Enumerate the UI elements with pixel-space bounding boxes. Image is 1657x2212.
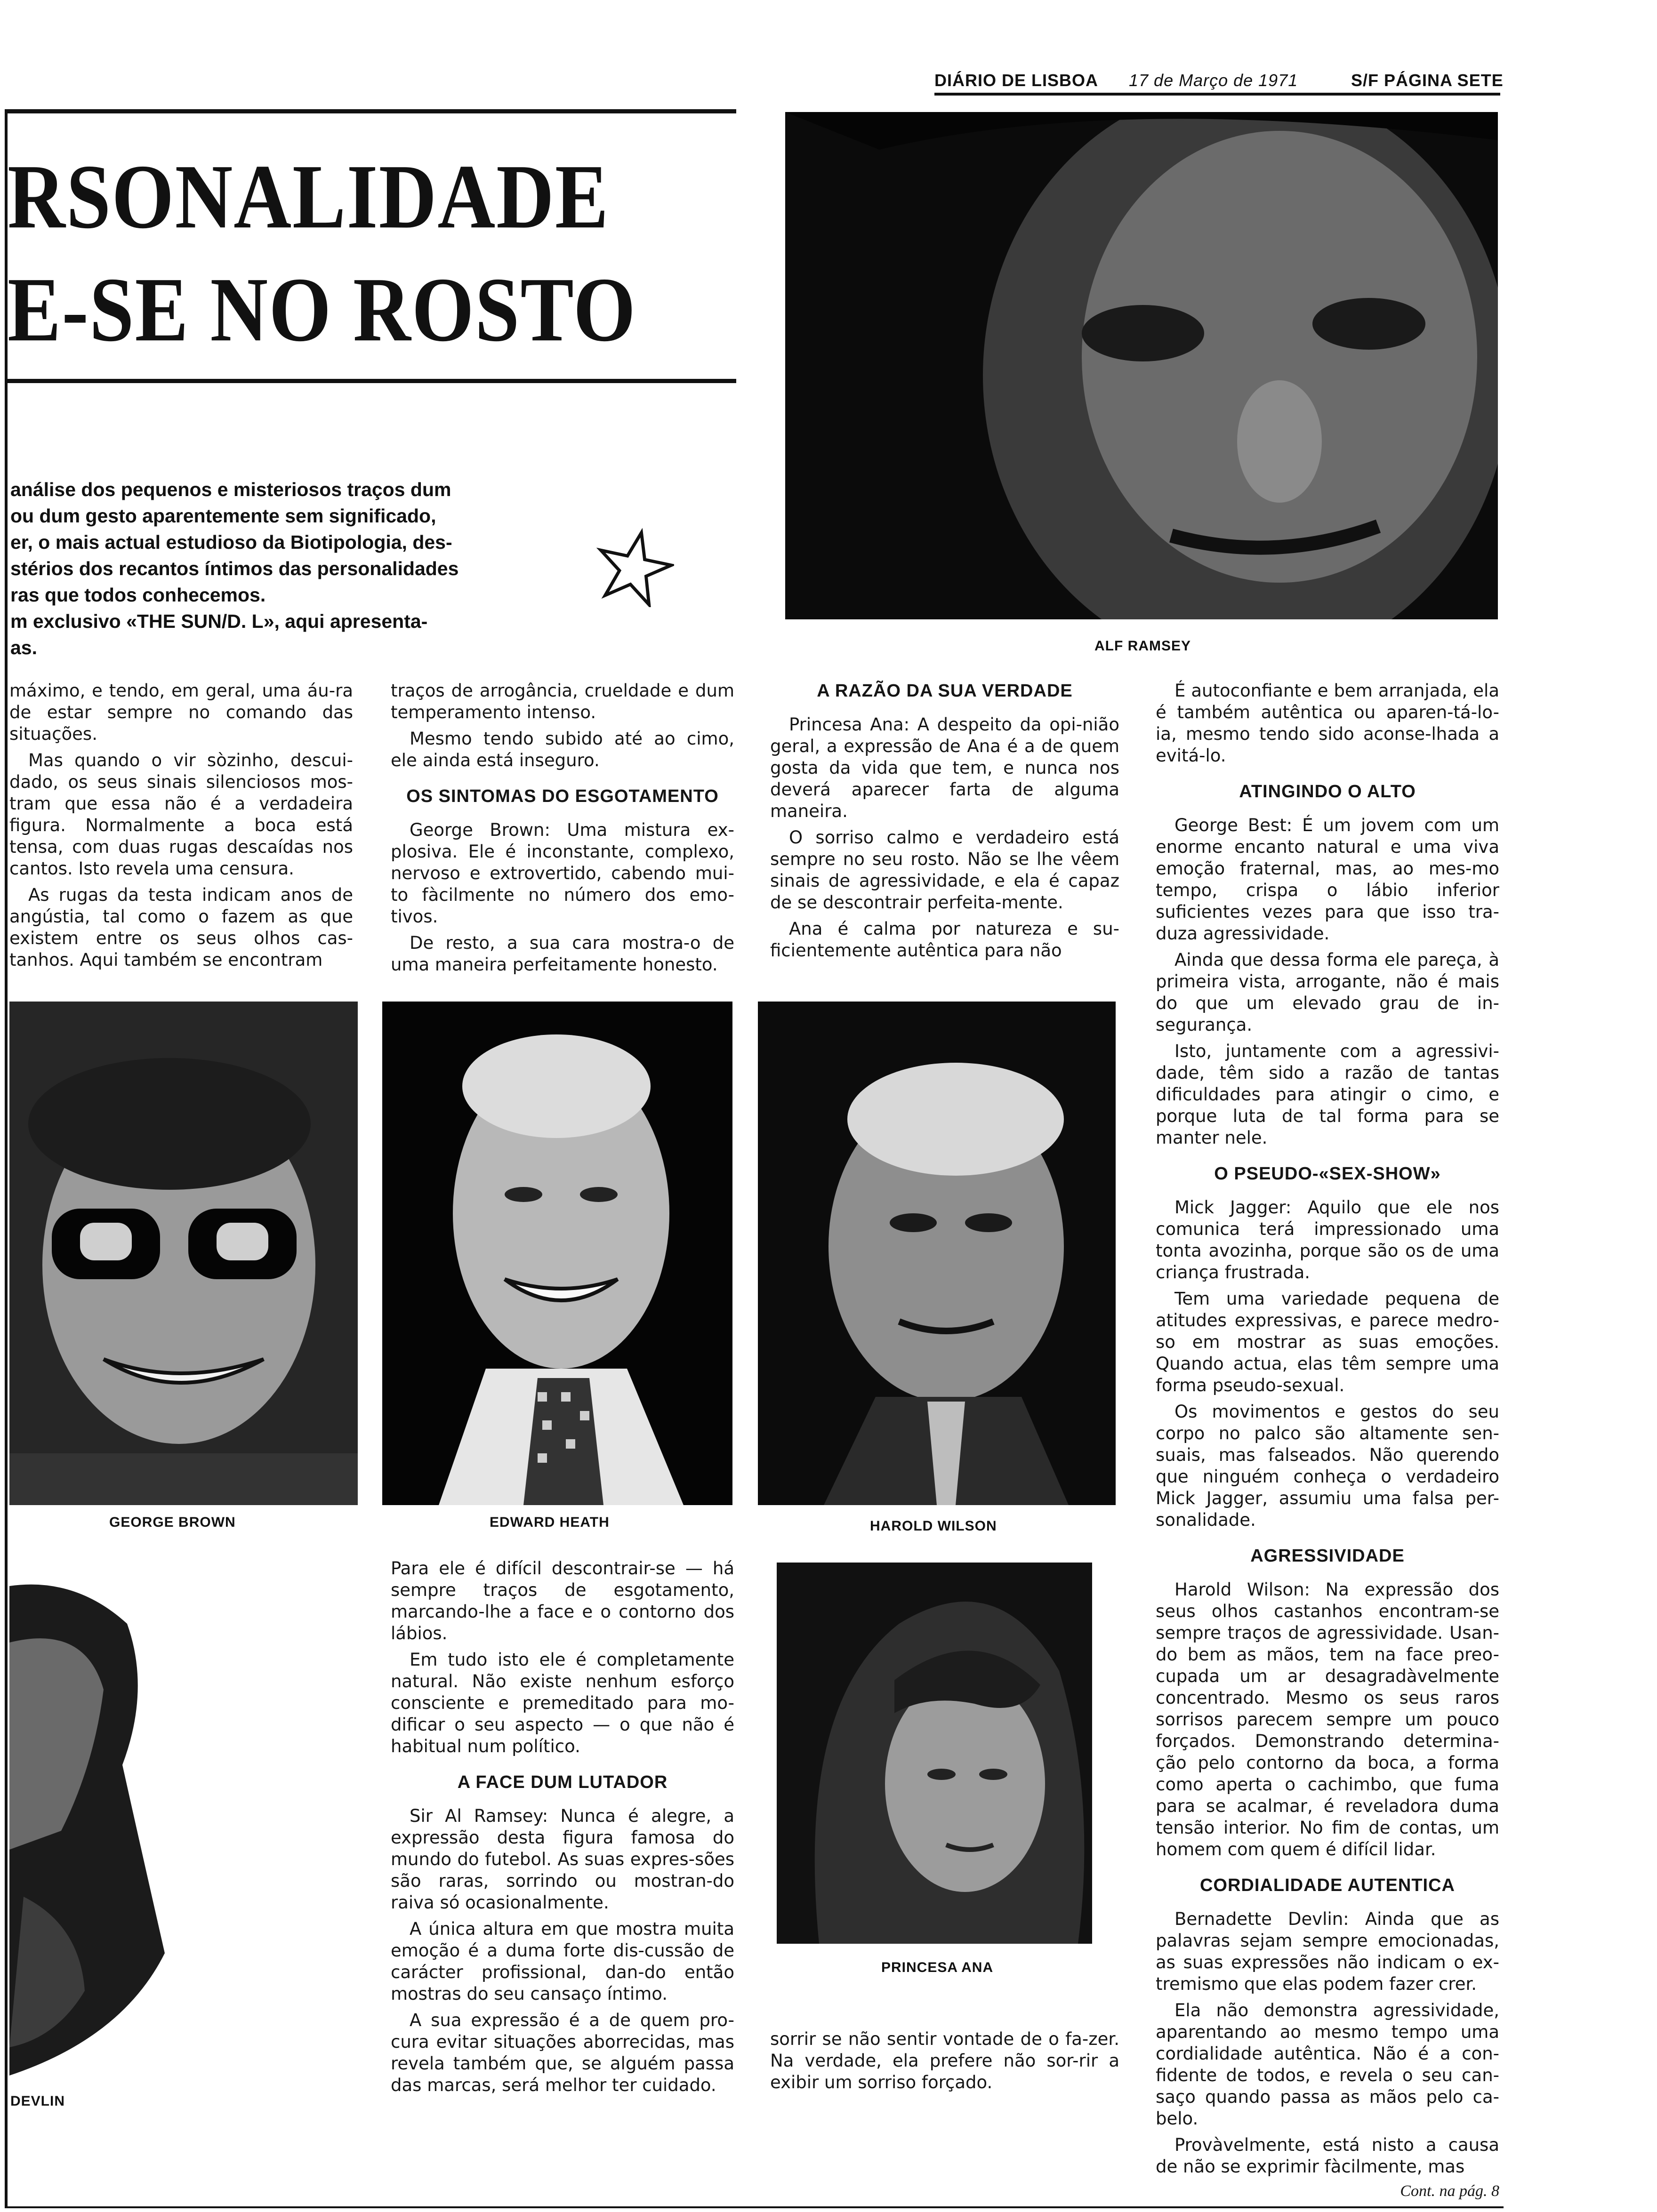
paragraph: sorrir se não sentir vontade de o fa-zer. Na verdade, ela prefere não sor-rir a exibir um sorriso forçado. xyxy=(770,2029,1119,2092)
george-brown-photo xyxy=(9,1002,358,1505)
headline-line-1: RSONALIDADE xyxy=(8,145,610,248)
article-column-3 xyxy=(770,680,1119,962)
lead-line: as. xyxy=(10,637,37,658)
lead-line: m exclusivo «THE SUN/D. L», aqui apresenta- xyxy=(10,610,428,632)
section-heading: AGRESSIVIDADE xyxy=(1250,1546,1405,1566)
caption-alf-ramsey: ALF RAMSEY xyxy=(1094,638,1191,654)
paragraph: É autoconfiante e bem arranjada, ela é também autêntica ou aparen-tá-lo-ia, mesmo tendo sido aconse-lhada a evitá-lo. xyxy=(1156,681,1499,766)
lead-line: ou dum gesto aparentemente sem significado, xyxy=(10,505,436,527)
section-heading: ATINGINDO O ALTO xyxy=(1239,782,1416,801)
article-column-1 xyxy=(9,680,353,971)
issue-date: 17 de Março de 1971 xyxy=(1129,71,1298,90)
caption-princesa-ana: PRINCESA ANA xyxy=(881,1960,994,1975)
caption-edward-heath: EDWARD HEATH xyxy=(490,1515,610,1530)
harold-wilson-photo xyxy=(758,1002,1116,1505)
star-icon xyxy=(594,527,674,607)
lead-line: análise dos pequenos e misteriosos traços dum xyxy=(10,479,451,500)
page-label: S/F PÁGINA SETE xyxy=(1351,71,1504,90)
lead-line: stérios dos recantos íntimos das personalidades xyxy=(10,558,459,579)
bernadette-devlin-photo xyxy=(9,1567,358,2076)
article-column-4 xyxy=(1156,680,1499,2202)
paragraph: Para ele é difícil descontrair-se — há sempre traços de esgotamento, marcando-lhe a face e o contorno dos lábios. xyxy=(391,1558,734,1643)
paragraph: máximo, e tendo, em geral, uma áu-ra de estar sempre no comando das situações. xyxy=(9,681,353,744)
paragraph: Em tudo isto ele é completamente natural. Não existe nenhum esforço consciente e premeditado para mo-dificar o seu aspecto — o que não é habitual num político. xyxy=(391,1650,734,1756)
section-heading: A FACE DUM LUTADOR xyxy=(457,1772,668,1792)
paragraph: O sorriso calmo e verdadeiro está sempre no seu rosto. Não se lhe vêem sinais de agressividade, e ela é capaz de se descontrair perfeita-mente. xyxy=(770,827,1119,913)
alf-ramsey-photo xyxy=(785,112,1498,619)
princesa-ana-photo xyxy=(777,1563,1092,1944)
paragraph: Ana é calma por natureza e su-ficientemente autêntica para não xyxy=(770,919,1119,961)
masthead-rule xyxy=(934,93,1500,96)
article-column-2-continued xyxy=(391,1558,734,2096)
paragraph: Harold Wilson: Na expressão dos seus olhos castanhos encontram-se sempre traços de agressividade. Usan-do bem as mãos, tem na face preo-cupada um ar desagradàvelmente concentrado. Mesmo os seus raros sorrisos parecem sempre um pouco forçados. Demonstrando determina-ção pelo contorno da boca, a forma como aperta o cachimbo, que fuma para se acalmar, é reveladora duma tensão interior. No fim de contas, um homem com quem é difícil lidar. xyxy=(1156,1579,1499,1859)
paragraph: George Best: É um jovem com um enorme encanto natural e uma viva emoção fraternal, mas, ao mes-mo tempo, crispa o lábio inferior suficientes vezes para que isso tra-duza agressividade. xyxy=(1156,815,1499,944)
caption-george-brown: GEORGE BROWN xyxy=(109,1515,236,1530)
lead-paragraph xyxy=(10,476,575,661)
page-bottom-rule xyxy=(7,2206,1504,2208)
caption-devlin: DEVLIN xyxy=(10,2093,65,2109)
article-column-2 xyxy=(391,680,734,976)
paragraph: Tem uma variedade pequena de atitudes expressivas, e parece medro-so em mostrar as suas emoções. Quando actua, elas têm sempre uma forma pseudo-sexual. xyxy=(1156,1289,1499,1395)
headline-line-2: E-SE NO ROSTO xyxy=(8,258,637,361)
continuation-note: Cont. na pág. 8 xyxy=(1400,2182,1499,2200)
section-heading: A RAZÃO DA SUA VERDADE xyxy=(817,681,1073,701)
newspaper-name: DIÁRIO DE LISBOA xyxy=(934,71,1099,90)
caption-harold-wilson: HAROLD WILSON xyxy=(870,1518,997,1534)
paragraph: Isto, juntamente com a agressivi-dade, têm sido a razão de tantas dificuldades para atingir o cimo, e porque luta de tal forma para se manter nele. xyxy=(1156,1041,1499,1148)
left-margin-rule xyxy=(5,109,8,2208)
paragraph: Os movimentos e gestos do seu corpo no palco são altamente sen-suais, mas falseados. Não querendo que ninguém conheça o verdadeiro Mick Jagger, assumiu uma falsa per-sonalidade. xyxy=(1156,1402,1499,1530)
paragraph: De resto, a sua cara mostra-o de uma maneira perfeitamente honesto. xyxy=(391,933,734,975)
paragraph: George Brown: Uma mistura ex-plosiva. Ele é inconstante, complexo, nervoso e extrovertido, cabendo mui-to fàcilmente no número dos emo-tivos. xyxy=(391,820,734,927)
paragraph: Bernadette Devlin: Ainda que as palavras sejam sempre emocionadas, as suas expressões não indicam o ex-tremismo que elas podem fazer crer. xyxy=(1156,1909,1499,1994)
paragraph: As rugas da testa indicam anos de angústia, tal como o fazem as que existem entre os seus olhos cas-tanhos. Aqui também se encontram xyxy=(9,885,353,970)
paragraph: Ela não demonstra agressividade, aparentando ao mesmo tempo uma cordialidade autêntica. Não é a con-fidente de todos, e revela o seu can-saço quando passa as mãos pelo ca-belo. xyxy=(1156,2000,1499,2129)
paragraph: Princesa Ana: A despeito da opi-nião geral, a expressão de Ana é a de quem gosta da vida que tem, e nunca nos deverá aparecer farta de alguma maneira. xyxy=(770,714,1119,821)
lead-line: ras que todos conhecemos. xyxy=(10,584,266,606)
section-heading: OS SINTOMAS DO ESGOTAMENTO xyxy=(406,786,719,806)
edward-heath-photo xyxy=(382,1002,732,1505)
paragraph: Provàvelmente, está nisto a causa de não se exprimir fàcilmente, mas xyxy=(1156,2135,1499,2177)
paragraph: A sua expressão é a de quem pro-cura evitar situações aborrecidas, mas revela também que, se alguém passa das marcas, será melhor ter cuidado. xyxy=(391,2010,734,2095)
paragraph: Ainda que dessa forma ele pareça, à primeira vista, arrogante, não é mais do que um elevado grau de in-segurança. xyxy=(1156,950,1499,1035)
headline-bottom-rule xyxy=(7,379,736,383)
paragraph: traços de arrogância, crueldade e dum temperamento intenso. xyxy=(391,681,734,722)
paragraph: Mesmo tendo subido até ao cimo, ele ainda está inseguro. xyxy=(391,729,734,770)
article-column-3-continued xyxy=(770,2028,1119,2093)
headline-top-rule xyxy=(7,109,736,113)
paragraph: Sir Al Ramsey: Nunca é alegre, a expressão desta figura famosa do mundo do futebol. As suas expres-sões são raras, sorrindo ou mostran-do raiva só ocasionalmente. xyxy=(391,1806,734,1913)
section-heading: CORDIALIDADE AUTENTICA xyxy=(1199,1875,1455,1895)
lead-line: er, o mais actual estudioso da Biotipologia, des- xyxy=(10,531,452,553)
section-heading: O PSEUDO-«SEX-SHOW» xyxy=(1214,1164,1441,1184)
paragraph: Mick Jagger: Aquilo que ele nos comunica terá impressionado uma tonta avozinha, porque são os de uma criança frustrada. xyxy=(1156,1197,1499,1282)
paragraph: A única altura em que mostra muita emoção é a duma forte dis-cussão de carácter profissional, dan-do então mostras do seu cansaço íntimo. xyxy=(391,1919,734,2004)
paragraph: Mas quando o vir sòzinho, descui-dado, os seus sinais silenciosos mos-tram que essa não é a verdadeira figura. Normalmente a boca está tensa, com duas rugas descaídas nos cantos. Isto revela uma censura. xyxy=(9,750,353,879)
